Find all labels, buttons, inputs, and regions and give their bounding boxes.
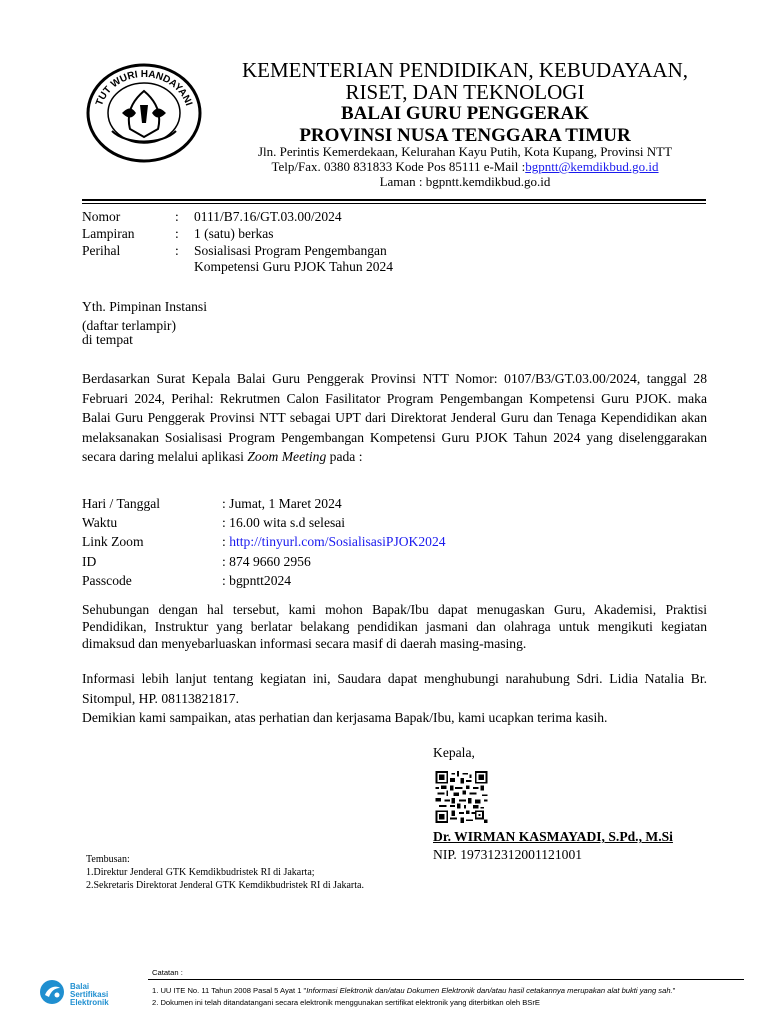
meta-value: 1 (satu) berkas: [194, 226, 274, 241]
office-website: Laman : bgpntt.kemdikbud.go.id: [379, 174, 551, 189]
note-italic: Informasi Elektronik dan/atau Dokumen Elektronik dan/atau hasil cetakannya merupakan alat bukti yang sah.: [306, 986, 673, 995]
zoom-link[interactable]: http://tinyurl.com/SosialisasiPJOK2024: [229, 534, 446, 549]
footer-rule: [148, 979, 744, 980]
detail-value: : 16.00 wita s.d selesai: [222, 515, 346, 530]
detail-key: Link Zoom: [82, 534, 144, 549]
tembusan-item: 1.Direktur Jenderal GTK Kemdikbudristek RI di Jakarta;: [86, 867, 315, 878]
detail-value: [222, 532, 446, 552]
logo-text: TUT WURI HANDAYANI: [94, 68, 194, 108]
signatory-name: Dr. WIRMAN KASMAYADI, S.Pd., M.Si: [433, 829, 673, 844]
ministry-name-line1: KEMENTERIAN PENDIDIKAN, KEBUDAYAAN,: [241, 58, 689, 82]
recipient-line2: (daftar terlampir): [82, 318, 176, 333]
body-paragraph-2: Sehubungan dengan hal tersebut, kami mohon Bapak/Ibu dapat menugaskan Guru, Akademisi, Praktisi Pendidikan, Instruktur yang berlatar belakang pendidikan jasmani dan olahraga untuk mengikuti kegiatan dimaksud dan menyebarluaskan informasi secara masif di daerah masing-masing.: [82, 602, 707, 652]
footer-note-2: 2. Dokumen ini telah ditandatangani secara elektronik menggunakan sertifikat elektronik yang diterbitkan oleh BSrE: [152, 998, 540, 1007]
detail-key: Waktu: [82, 515, 118, 530]
footer-catatan: Catatan :: [152, 968, 183, 977]
signature-title: Kepala,: [433, 745, 475, 760]
signatory-nip: NIP. 197312312001121001: [433, 847, 583, 862]
footer-note-1: [152, 986, 675, 995]
tembusan-heading: Tembusan:: [86, 854, 130, 865]
bsre-name-line2: Sertifikasi: [70, 990, 109, 999]
province-name: PROVINSI NUSA TENGGARA TIMUR: [299, 125, 631, 146]
office-contact: [225, 160, 705, 175]
meta-colon: :: [175, 243, 179, 258]
subject-line2: Kompetensi Guru PJOK Tahun 2024: [194, 259, 394, 274]
note-quote: ": [672, 986, 676, 995]
paragraph-text: Berdasarkan Surat Kepala Balai Guru Penggerak Provinsi NTT Nomor: 0107/B3/GT.03.00/2024, tanggal 28 Februari 2024, Perihal: Rekrutmen Calon Fasilitator Program Pengembangan Kompetensi Guru PJOK. maka Balai Guru Penggerak Provinsi NTT sebagai UPT dari Direktorat Jenderal Guru dan Tenaga Kependidikan akan melaksanakan Sosialisasi Program Pengembangan Kompetensi Guru PJOK Tahun 2024 yang diselenggarakan secara daring melalui aplikasi: [82, 371, 707, 465]
detail-key: Passcode: [82, 573, 132, 588]
body-paragraph-1: [82, 369, 707, 467]
zoom-meeting-text: Zoom Meeting: [247, 449, 327, 465]
body-paragraph-3: Informasi lebih lanjut tentang kegiatan ini, Saudara dapat menghubungi narahubung Sdri. Lidia Natalia Br. Sitompul, HP. 08113821817.: [82, 671, 707, 706]
meta-row-lampiran: [82, 226, 502, 242]
body-paragraph-4: Demikian kami sampaikan, atas perhatian dan kerjasama Bapak/Ibu, kami ucapkan terima kasih.: [82, 710, 608, 725]
bsre-name-line3: Elektronik: [70, 998, 109, 1007]
phone-text: Telp/Fax. 0380 831833 Kode Pos 85111 e-Mail :: [271, 159, 526, 174]
meta-key: Nomor: [82, 209, 121, 224]
recipient-line3: di tempat: [82, 332, 133, 347]
meta-row-perihal: [82, 243, 502, 259]
detail-key: Hari / Tanggal: [82, 496, 161, 511]
qr-code-icon: [433, 771, 490, 823]
meta-key: Lampiran: [82, 226, 135, 241]
ministry-name-line2: RISET, DAN TEKNOLOGI: [345, 80, 585, 104]
letterhead-rule-thick: [82, 199, 706, 201]
meta-colon: :: [175, 226, 179, 241]
paragraph-end: pada :: [329, 449, 363, 465]
office-name: BALAI GURU PENGGERAK: [340, 103, 590, 124]
office-address: Jln. Perintis Kemerdekaan, Kelurahan Kayu Putih, Kota Kupang, Provinsi NTT: [257, 144, 673, 159]
bsre-logo-icon: [38, 978, 66, 1006]
detail-colon: :: [222, 534, 230, 549]
detail-key: ID: [82, 554, 97, 569]
note-text: 1. UU ITE No. 11 Tahun 2008 Pasal 5 Ayat 1 ": [152, 986, 307, 995]
meta-key: Perihal: [82, 243, 121, 258]
detail-value: : 874 9660 2956: [222, 554, 311, 569]
meta-colon: :: [175, 209, 179, 224]
meta-value: 0111/B7.16/GT.03.00/2024: [194, 209, 342, 224]
bsre-name-line1: Balai: [70, 982, 90, 991]
tembusan-item: 2.Sekretaris Direktorat Jenderal GTK Kemdikbudristek RI di Jakarta.: [86, 880, 364, 891]
letterhead-rule-thin: [82, 203, 706, 204]
recipient-line1: Yth. Pimpinan Instansi: [82, 299, 207, 314]
email-link[interactable]: bgpntt@kemdikbud.go.id: [525, 159, 659, 174]
meta-value: Sosialisasi Program Pengembangan: [194, 243, 387, 258]
detail-value: : bgpntt2024: [222, 573, 292, 588]
detail-value: : Jumat, 1 Maret 2024: [222, 496, 342, 511]
meta-row-nomor: [82, 209, 502, 225]
tut-wuri-handayani-logo: [82, 55, 206, 163]
